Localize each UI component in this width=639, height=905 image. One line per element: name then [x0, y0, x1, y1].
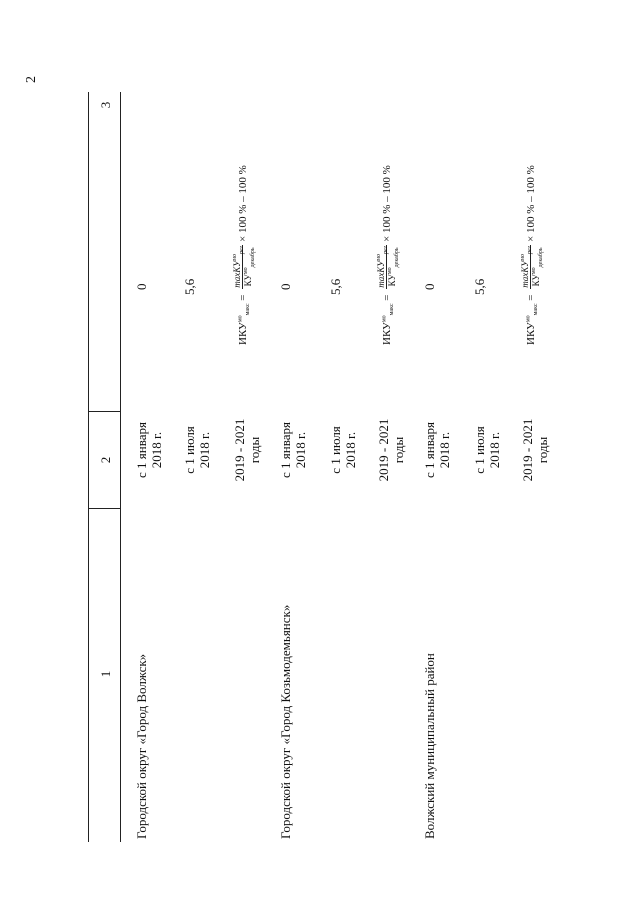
formula-lhs-sup: мо [380, 315, 387, 323]
formula-den-sup: мо [387, 267, 393, 275]
formula-lhs-base: ИКУ [524, 322, 537, 345]
formula-lhs [237, 303, 249, 345]
formula-numerator [232, 245, 243, 289]
formula-num-base: maxКУ [232, 260, 242, 288]
formula-num-sup: мо [520, 254, 526, 261]
formula-lhs-sup: мо [236, 315, 243, 323]
period-line: годы [391, 436, 406, 464]
index-formula [232, 165, 256, 345]
period-range [232, 395, 262, 505]
formula-lhs [381, 303, 393, 345]
period-line: 2018 г. [343, 431, 358, 469]
index-formula [520, 165, 544, 345]
col-header-3: 3 [98, 101, 113, 109]
formula-lhs-sup: мо [524, 315, 531, 323]
formula-num-sub: рег [382, 245, 389, 254]
formula-den-sup: мо [531, 267, 537, 275]
formula-denominator [243, 246, 256, 287]
period-line: 2019 - 2021 [232, 418, 247, 482]
formula-lhs-sub: макс [388, 303, 395, 316]
period-line: 2019 - 2021 [520, 418, 535, 482]
col-header-1: 1 [98, 670, 113, 678]
period-line: 2018 г. [437, 431, 452, 469]
formula-fraction [232, 245, 256, 289]
period-start [422, 395, 452, 505]
period-line: 2018 г. [197, 431, 212, 469]
period-line: 2018 г. [293, 431, 308, 469]
period-line: годы [535, 436, 550, 464]
index-value-mid: 5,6 [472, 278, 487, 295]
index-value-mid: 5,6 [182, 278, 197, 295]
formula-lhs [525, 303, 537, 345]
formula-lhs-sub: макс [532, 303, 539, 316]
period-line: 2018 г. [487, 431, 502, 469]
col-divider-2 [88, 411, 120, 412]
equals-sign: = [524, 291, 537, 304]
period-start [134, 395, 164, 505]
period-line: с 1 января [134, 422, 149, 478]
formula-numerator [376, 245, 387, 289]
formula-den-base: КУ [531, 274, 541, 287]
formula-num-sub: рег [526, 245, 533, 254]
page-number: 2 [24, 76, 39, 83]
formula-den-sup: мо [243, 267, 249, 275]
formula-fraction [520, 245, 544, 289]
municipality-name: Волжский муниципальный район [422, 653, 437, 839]
header-bottom-rule [120, 92, 121, 842]
period-line: годы [247, 436, 262, 464]
period-mid [328, 395, 358, 505]
formula-num-base: maxКУ [376, 260, 386, 288]
period-mid [472, 395, 502, 505]
index-value-start: 0 [278, 283, 293, 290]
formula-lhs-base: ИКУ [236, 322, 249, 345]
formula-num-sup: мо [376, 254, 382, 261]
formula-fraction [376, 245, 400, 289]
col-divider-1 [88, 508, 120, 509]
equals-sign: = [236, 291, 249, 304]
formula-num-base: maxКУ [520, 260, 530, 288]
formula-numerator [520, 245, 531, 289]
index-value-start: 0 [134, 283, 149, 290]
period-range [520, 395, 550, 505]
period-line: с 1 июля [328, 426, 343, 474]
period-start [278, 395, 308, 505]
index-value-mid: 5,6 [328, 278, 343, 295]
equals-sign: = [380, 291, 393, 304]
formula-lhs-base: ИКУ [380, 322, 393, 345]
formula-denominator [387, 246, 400, 287]
period-line: с 1 января [422, 422, 437, 478]
period-line: 2018 г. [149, 431, 164, 469]
formula-num-sub: рег [238, 245, 245, 254]
municipality-name: Городской округ «Город Козьмодемьянск» [278, 604, 293, 839]
municipality-name: Городской округ «Город Волжск» [134, 653, 149, 839]
col-header-2: 2 [98, 456, 113, 464]
period-line: с 1 июля [472, 426, 487, 474]
formula-den-base: КУ [243, 274, 253, 287]
formula-num-sup: мо [232, 254, 238, 261]
index-formula [376, 165, 400, 345]
formula-den-base: КУ [387, 274, 397, 287]
formula-rhs: × 100 % – 100 % [524, 165, 537, 242]
formula-den-sub: декабрь [393, 247, 400, 268]
formula-rhs: × 100 % – 100 % [380, 165, 393, 242]
formula-denominator [531, 246, 544, 287]
formula-rhs: × 100 % – 100 % [236, 165, 249, 242]
formula-den-sub: декабрь [537, 247, 544, 268]
period-range [376, 395, 406, 505]
period-line: 2019 - 2021 [376, 418, 391, 482]
formula-den-sub: декабрь [249, 247, 256, 268]
table-top-rule [88, 92, 89, 842]
index-value-start: 0 [422, 283, 437, 290]
period-mid [182, 395, 212, 505]
period-line: с 1 января [278, 422, 293, 478]
period-line: с 1 июля [182, 426, 197, 474]
formula-lhs-sub: макс [244, 303, 251, 316]
